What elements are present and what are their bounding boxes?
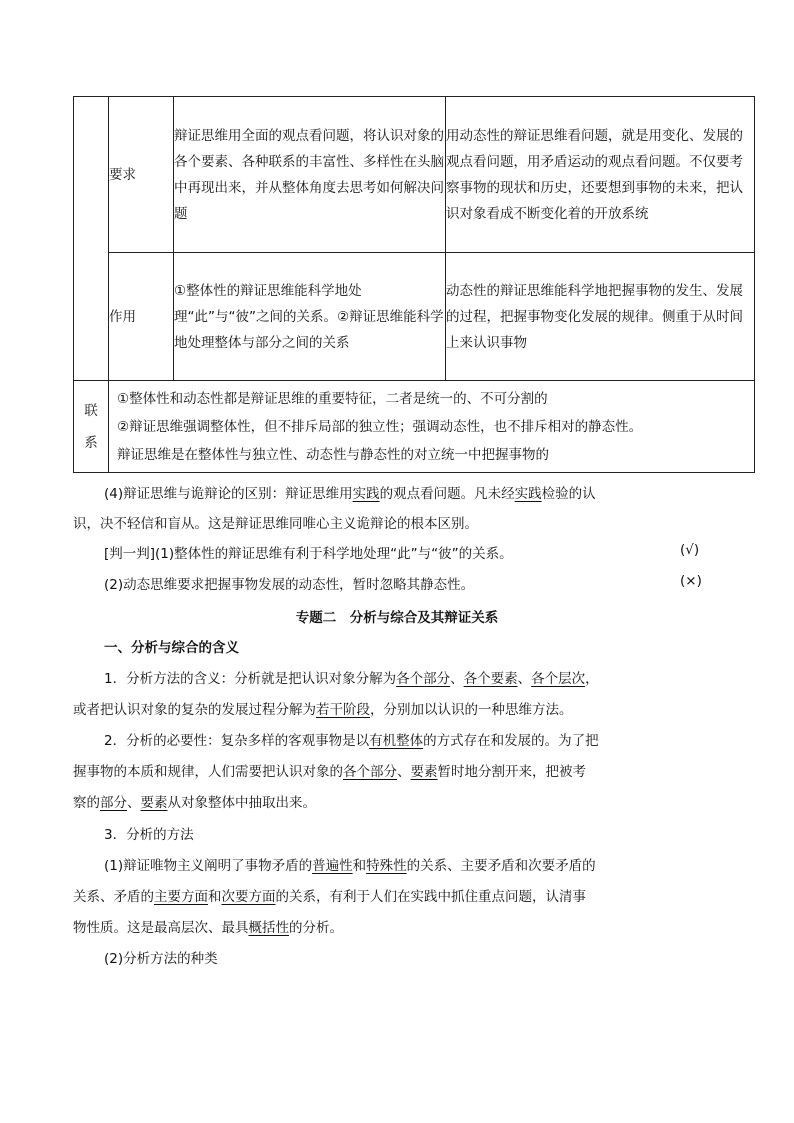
underlined-term: 要素 [410,764,438,780]
paragraph-4-line-1: (4)辩证思维与诡辩论的区别：辩证思维用实践的观点看问题。凡未经实践检验的认 [104,486,596,502]
item-2-line-1: 2．分析的必要性：复杂多样的客观事物是以有机整体的方式存在和发展的。为了把 [104,733,599,749]
item-1-line-1: 1．分析方法的含义：分析就是把认识对象分解为各个部分、各个要素、各个层次， [104,671,599,687]
item-1-line-2: 或者把认识对象的复杂的发展过程分解为若干阶段，分别加以认识的一种思维方法。 [73,702,573,718]
section-heading: 一、分析与综合的含义 [104,640,239,656]
topic-title: 专题二 分析与综合及其辩证关系 [295,610,499,626]
link-line-3: 辩证思维是在整体性与独立性、动态性与静态性的对立统一中把握事物的 [117,446,549,463]
judge-answer-1: (√) [680,542,700,558]
item-2-line-2: 握事物的本质和规律，人们需要把认识对象的各个部分、要素暂时地分割开来，把被考 [73,764,586,780]
link-line-2: ②辩证思维强调整体性，但不排斥局部的独立性；强调动态性，也不排斥相对的静态性。 [117,418,643,435]
row-label-requirement: 要求 [109,97,174,253]
underlined-term: 概括性 [248,920,289,936]
item-3-heading: 3．分析的方法 [104,827,194,843]
blank-left-cell [74,97,109,381]
item-3-p1-line-3: 物性质。这是最高层次、最具概括性的分析。 [73,920,343,936]
judge-question-1: [判一判](1)整体性的辩证思维有利于科学地处理“此”与“彼”的关系。 [104,546,513,562]
judge-answer-2: (×) [680,573,702,589]
underlined-term: 实践 [514,486,542,502]
underlined-term: 要素 [140,795,168,811]
item-3-p1-line-1: (1)辩证唯物主义阐明了事物矛盾的普遍性和特殊性的关系、主要矛盾和次要矛盾的 [104,858,596,874]
judge-question-2: (2)动态思维要求把握事物发展的动态性，暂时忽略其静态性。 [104,577,475,593]
underlined-term: 有机整体 [369,733,424,749]
function-dynamic: 动态性的辩证思维能科学地把握事物的发生、发展的过程，把握事物变化发展的规律。侧重于从时间上来认识事物 [446,253,755,381]
item-3-p2: (2)分析方法的种类 [104,951,218,967]
link-label-char-2: 系 [84,434,98,451]
underlined-term: 若干阶段 [316,702,370,718]
function-holistic: ①整体性的辩证思维能科学地处理“此”与“彼”之间的关系。②辩证思维能科学地处理整体与部分之间的关系 [174,253,446,381]
requirement-dynamic: 用动态性的辩证思维看问题，就是用变化、发展的观点看问题，用矛盾运动的观点看问题。不仅要考察事物的现状和历史，还要想到事物的未来，把认识对象看成不断变化着的开放系统 [446,97,755,253]
requirement-holistic: 辩证思维用全面的观点看问题，将认识对象的各个要素、各种联系的丰富性、多样性在头脑中再现出来，并从整体角度去思考如何解决问题 [174,97,446,253]
row-label-function: 作用 [109,253,174,381]
underlined-term: 各个部分 [396,671,451,687]
comparison-table [73,96,755,473]
link-line-1: ①整体性和动态性都是辩证思维的重要特征，二者是统一的、不可分割的 [117,390,548,407]
item-2-line-3: 察的部分、要素从对象整体中抽取出来。 [73,795,316,811]
underlined-term: 特殊性 [366,858,407,874]
underlined-term: 次要方面 [221,889,276,905]
underlined-term: 主要方面 [154,889,208,905]
underlined-term: 各个要素 [463,671,518,687]
link-content [109,381,755,473]
underlined-term: 普遍性 [312,858,353,874]
underlined-term: 各个部分 [343,764,397,780]
underlined-term: 部分 [100,795,127,811]
underlined-term: 实践 [352,486,380,502]
row-label-link [74,381,109,473]
link-label-char-1: 联 [84,402,98,419]
underlined-term: 各个层次 [531,671,586,687]
item-3-p1-line-2: 关系、矛盾的主要方面和次要方面的关系，有利于人们在实践中抓住重点问题，认清事 [73,889,586,905]
paragraph-4-line-2: 识，决不轻信和盲从。这是辩证思维同唯心主义诡辩论的根本区别。 [73,516,478,532]
